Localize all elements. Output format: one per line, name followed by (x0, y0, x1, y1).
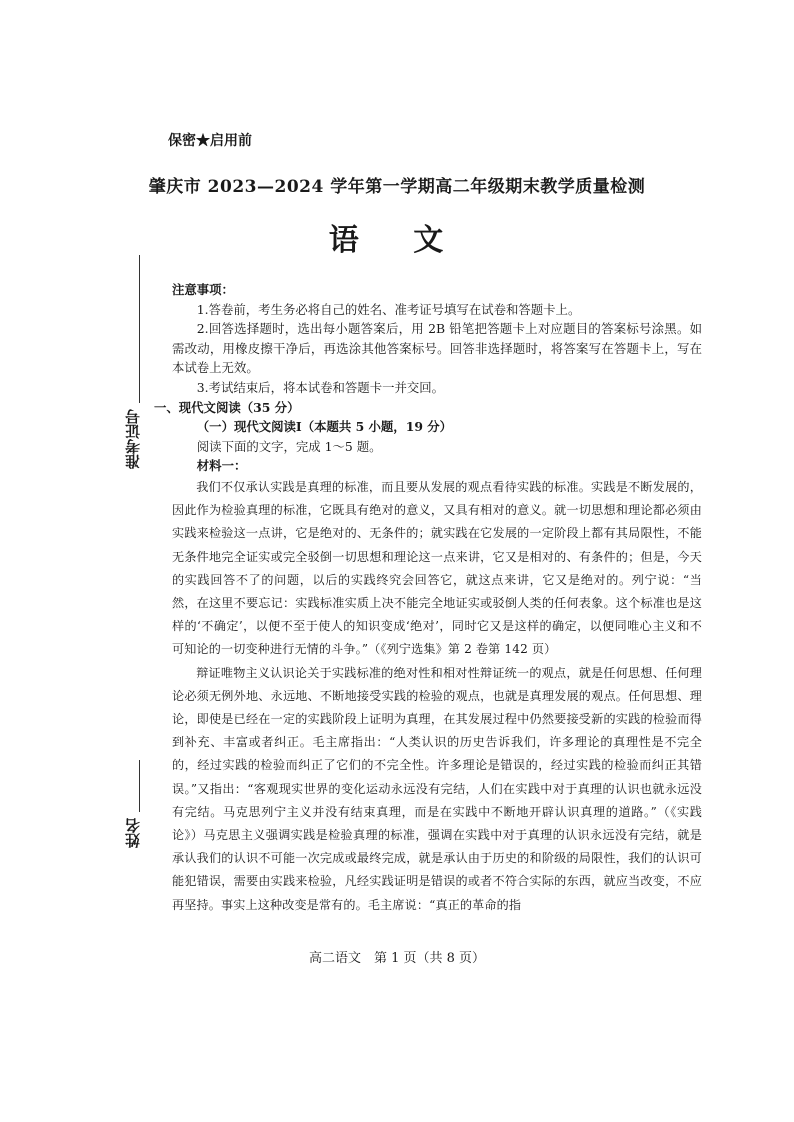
reading-instruction: 阅读下面的文字，完成 1～5 题。 (196, 438, 382, 454)
passage-paragraph: 我们不仅承认实践是真理的标准，而且要从发展的观点看待实践的标准。实践是不断发展的，因此作为检验真理的标准，它既具有绝对的意义，又具有相对的意义。就一切思想和理论都必须由实践来检验这一点讲，它是绝对的、无条件的；就实践在它发展的一定阶段上都有其局限性，不能无条件地完全证实或完全驳倒一切思想和理论这一点来讲，它又是相对的、有条件的；但是，今天的实践回答不了的问题，以后的实践终究会回答它，就这点来讲，它又是绝对的。列宁说：“当然，在这里不要忘记：实践标准实质上决不能完全地证实或驳倒人类的任何表象。这个标准也是这样的‘不确定’，以便不至于使人的知识变成‘绝对’，同时它又是这样的确定，以便同唯心主义和不可知论的一切变种进行无情的斗争。”（《列宁选集》第 2 卷第 142 页） (172, 479, 702, 657)
exam-id-label: 准考证号 (124, 409, 142, 469)
exam-content (154, 280, 702, 917)
name-write-line (139, 760, 140, 812)
confidential-label: 保密★启用前 (168, 133, 252, 149)
notice-title: 注意事项： (172, 282, 234, 297)
notice-item: 3.考试结束后，将本试卷和答题卡一并交回。 (196, 379, 445, 395)
exam-title: 肇庆市 2023—2024 学年第一学期高二年级期末教学质量检测 (148, 177, 646, 197)
subject-title: 语 文 (328, 223, 466, 258)
page-footer: 高二语文 第 1 页（共 8 页） (308, 951, 486, 966)
section-title: 一、现代文阅读（35 分） (154, 399, 300, 415)
notice-item: 1.答卷前，考生务必将自己的姓名、准考证号填写在试卷和答题卡上。 (196, 301, 581, 317)
passage-paragraph: 辩证唯物主义认识论关于实践标准的绝对性和相对性辩证统一的观点，就是任何思想、任何理论必须无例外地、永远地、不断地接受实践的检验的观点，也就是真理发展的观点。任何思想、理论，即使是已经在一定的实践阶段上证明为真理，在其发展过程中仍然要接受新的实践的检验而得到补充、丰富或者纠正。毛主席指出：“人类认识的历史告诉我们，许多理论的真理性是不完全的，经过实践的检验而纠正了它们的不完全性。许多理论是错误的，经过实践的检验而纠正其错误。”又指出：“客观现实世界的变化运动永远没有完结，人们在实践中对于真理的认识也就永远没有完结。马克思列宁主义并没有结束真理，而是在实践中不断地开辟认识真理的道路。”（《实践论》）马克思主义强调实践是检验真理的标准，强调在实践中对于真理的认识永远没有完结，就是承认我们的认识不可能一次完成或最终完成，就是承认由于历史的和阶级的局限性，我们的认识可能犯错误，需要由实践来检验，凡经实践证明是错误的或者不符合实际的东西，就应当改变，不应再坚持。事实上这种改变是常有的。毛主席说：“真正的革命的指 (172, 665, 702, 912)
name-label: 姓名 (124, 818, 142, 848)
subsection-title: （一）现代文阅读Ⅰ（本题共 5 小题，19 分） (196, 419, 453, 435)
exam-id-write-line (139, 255, 140, 403)
material-label: 材料一： (196, 458, 247, 474)
name-field[interactable] (118, 760, 148, 875)
exam-id-field[interactable] (118, 255, 148, 485)
notice-item: 2.回答选择题时，选出每小题答案后，用 2B 铅笔把答题卡上对应题目的答案标号涂黑。如需改动，用橡皮擦干净后，再选涂其他答案标号。回答非选择题时，将答案写在答题卡上，写在本试卷上无效。 (172, 321, 702, 376)
